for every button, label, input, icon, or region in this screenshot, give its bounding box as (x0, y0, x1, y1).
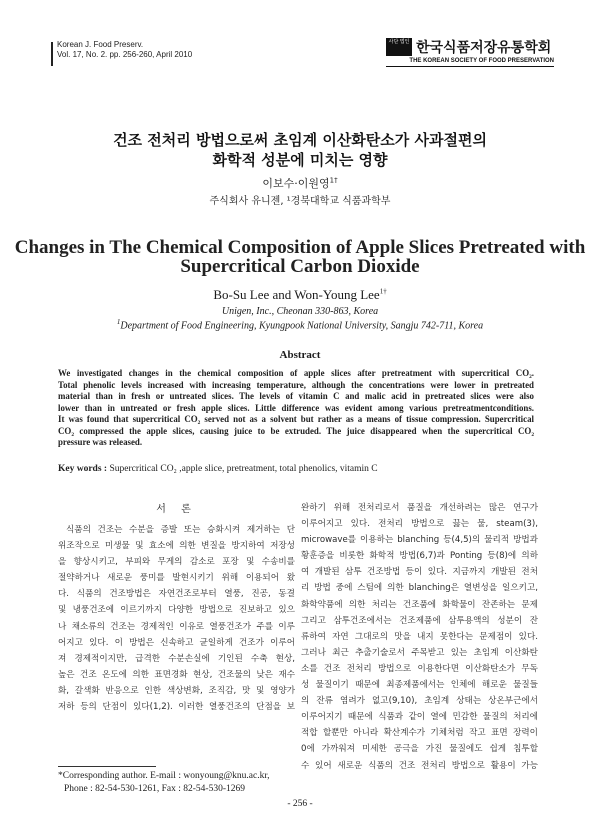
authors-en-sup: 1† (379, 287, 387, 296)
authors-ko (0, 175, 600, 191)
body-line: 다. 식품의 건조방법은 자연건조로부터 열풍, 진공, 동결 (58, 589, 295, 600)
authors-en-names: Bo-Su Lee and Won-Young Lee (213, 287, 380, 302)
body-line: microwave를 이용하는 blanching 등(4,5)의 물리적 방법과 (301, 535, 538, 546)
title-ko-line2: 화학적 성분에 미치는 영향 (212, 151, 388, 169)
footnote-phone: Phone : 82-54-530-1261, Fax : 82-54-530-1269 (64, 784, 246, 794)
body-line: 어지고 있다. 이 방법은 신속하고 균일하게 건조가 이루어 (58, 637, 295, 648)
right-column (301, 500, 538, 774)
body-line: 절약하거나 새로운 풍미를 발현시키기 위해 이용되어 왔 (58, 573, 295, 584)
body-line: 의 잔류 염려가 없고(9,10), 초임계 상태는 상온부근에서 (301, 696, 538, 707)
journal-citation (57, 40, 192, 60)
affiliation-ko: 주식회사 유니젠, ¹경북대학교 식품과학부 (209, 196, 391, 207)
footnote-email: *Corresponding author. E-mail : wonyoung@knu.ac.kr, (58, 771, 270, 781)
body-line: 그러나 최근 추출기술로서 주목받고 있는 초임계 이산화탄 (301, 647, 538, 658)
affiliation-en-2-sup: 1 (116, 318, 121, 326)
title-en-line1: Changes in The Chemical Composition of Apple Slices Pretreated with (14, 237, 586, 258)
society-name-en: THE KOREAN SOCIETY OF FOOD PRESERVATION (409, 58, 554, 64)
society-seal: 사단 법인 (386, 38, 412, 56)
abstract-line: CO₂ compressed the apple slices, causing juice to be extruded. The juice disappeared when the supercritical CO₂ (58, 425, 534, 436)
citation-bar (51, 42, 53, 66)
body-line: 성 물질이기 때문에 최종제품에서는 인체에 해로운 물질들 (301, 680, 538, 691)
affiliation-en-2 (0, 318, 600, 331)
body-line: 화학약품에 의한 처리는 건조품에 화학물이 잔존하는 문제 (301, 599, 538, 610)
abstract-line: We investigated changes in the chemical composition of apple slices after pretreatment with supercritical CO₂. (58, 368, 534, 378)
keywords (58, 464, 378, 474)
footnote-rule (58, 766, 156, 767)
body-line: 이루어지기 때문에 식품과 같이 열에 민감한 물질의 처리에 (301, 712, 538, 723)
title-en-line2: Supercritical Carbon Dioxide (180, 256, 420, 277)
body-line: 식품의 건조는 수분을 증발 또는 승화시켜 제거하는 단 (66, 525, 295, 535)
left-column (58, 522, 295, 715)
body-line: 완하기 위해 전처리로서 품질을 개선하려는 많은 연구가 (301, 503, 538, 513)
abstract-line: Total phenolic levels increased with increasing temperature, although the concentrations were lower in pretreated (58, 379, 534, 390)
body-line: 저하 등의 단점이 있다(1,2). 이러한 열풍건조의 단점을 보 (58, 702, 295, 713)
keywords-label: Key words : (58, 464, 108, 474)
abstract-line: material than in fresh or untreated slices. The levels of vitamin C and malic acid in pretreated slices were also (58, 391, 534, 402)
journal-name: Korean J. Food Preserv. (57, 40, 144, 49)
body-line: 이루어지고 있다. 전처리 방법으로 끓는 물, steam(3), (301, 519, 538, 530)
title-ko-line1: 건조 전처리 방법으로써 초임계 이산화탄소가 사과절편의 (113, 131, 487, 149)
abstract-line: lower than in untreated or fresh apple slices. Little difference was evident among various pretreatmentconditions. (58, 402, 534, 413)
body-line: 져 경제적이지만, 급격한 수분손실에 기인된 수축 현상, (58, 653, 295, 664)
section-heading: 서 론 (156, 504, 197, 515)
body-line: 높은 건조 온도에 의한 표면경화 현상, 건조물의 낮은 재수 (58, 669, 295, 680)
body-line: 리 방법 중에 스팀에 의한 blanching은 열변성을 일으키고, (301, 583, 538, 594)
body-line: 류하여 자연 그대로의 맛을 내지 못한다는 문제점이 있다. (301, 631, 538, 642)
body-line: 위조작으로 미생물 및 효소에 의한 변질을 방지하여 저장성 (58, 541, 295, 552)
authors-en (0, 287, 600, 303)
body-line: 화, 갈색화 반응으로 인한 색상변화, 조직감, 맛 및 영양가 (58, 685, 295, 696)
abstract-body (58, 368, 534, 449)
body-line: 및 냉풍건조에 이르기까지 다양한 방법으로 진보하고 있으 (58, 605, 295, 616)
body-line: 0에 가까워져 미세한 공극을 가진 물질에도 쉽게 침투할 (301, 744, 538, 755)
society-name-ko: 한국식품저장유통학회 (416, 40, 552, 56)
journal-volume: Vol. 17, No. 2. pp. 256-260, April 2010 (57, 50, 193, 59)
body-line: 적합 할뿐만 아니라 확산계수가 기체처럼 작고 표면 장력이 (301, 728, 538, 739)
abstract-line: It was found that supercritical CO₂ served not as a solvent but rather as a means of tissue compression. Supercritical (58, 414, 534, 425)
abstract-heading: Abstract (279, 349, 321, 361)
body-line: 을 향상시키고, 부피와 무게의 감소로 포장 및 수송비를 (58, 557, 295, 568)
affiliation-en-2-text: Department of Food Engineering, Kyungpook National University, Sangju 742-711, Korea (120, 320, 484, 332)
society-rule (386, 66, 554, 67)
body-line: 나 채소류의 건조는 경제적인 이유로 열풍건조가 주를 이루 (58, 621, 295, 632)
authors-ko-names: 이보수·이원영 (262, 177, 330, 190)
page-number: - 256 - (287, 799, 313, 809)
body-line: 수 있어 새로운 식품의 건조 전처리 방법으로 활용이 가능 (301, 760, 538, 771)
body-line: 황훈증을 비롯한 화학적 방법(6,7)과 Ponting 등(8)에 의하 (301, 551, 538, 562)
authors-ko-sup: 1† (329, 176, 338, 185)
footnote (58, 770, 270, 796)
body-line: 그리고 삼투건조에서는 건조제품에 삼투용액의 성분이 잔 (301, 615, 538, 626)
body-line: 여 개발된 삼투 건조방법 등이 있다. 지금까지 개발된 전처 (301, 567, 538, 578)
affiliation-en-1: Unigen, Inc., Cheonan 330-863, Korea (221, 306, 379, 317)
body-line: 소를 건조 전처리 방법으로 이용한다면 이산화탄소가 무독 (301, 663, 538, 674)
abstract-line: pressure was released. (58, 437, 143, 448)
keywords-text: Supercritical CO₂ ,apple slice, pretreatment, total phenolics, vitamin C (109, 464, 378, 474)
